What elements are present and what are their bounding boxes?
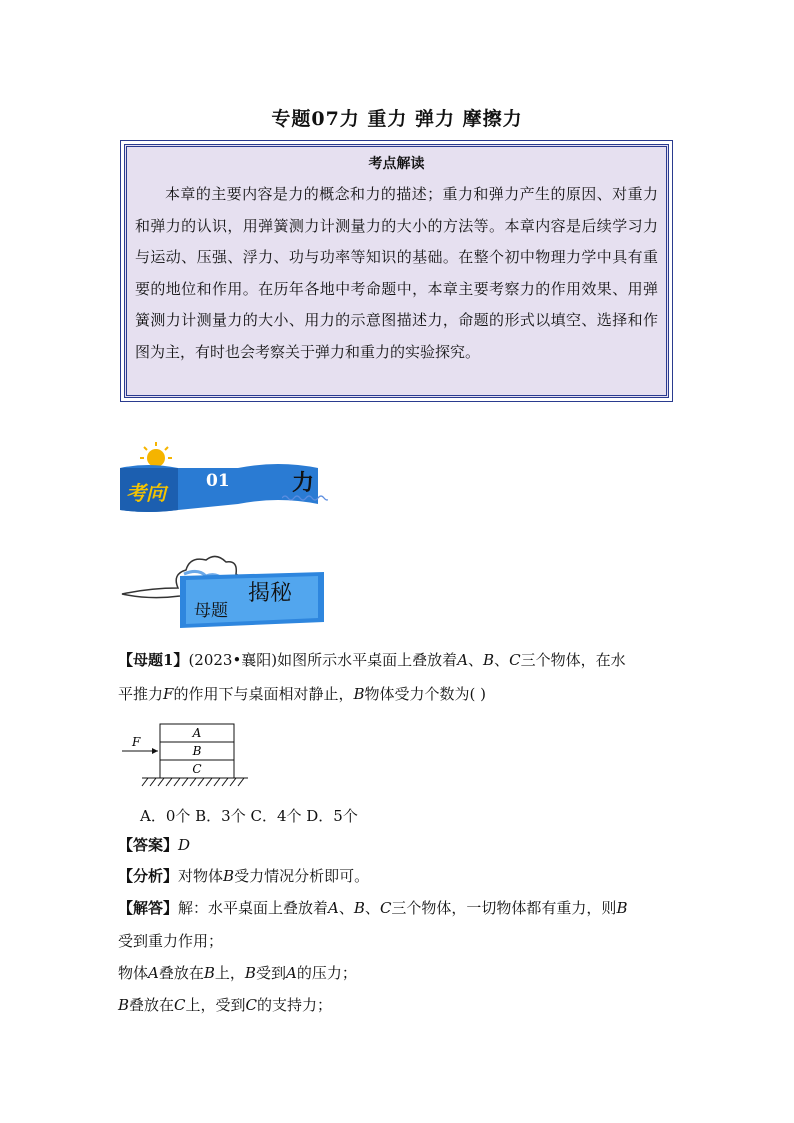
var-a: A xyxy=(328,899,339,917)
analysis-line xyxy=(118,866,369,886)
solution-text: 三个物体，一切物体都有重力，则 xyxy=(391,899,617,917)
var-b: B xyxy=(353,899,365,917)
solution-line-4 xyxy=(118,995,332,1015)
section-title: 力 xyxy=(292,470,315,496)
section-number: 01 xyxy=(206,471,230,491)
answer-tag: 【答案】 xyxy=(118,836,179,854)
force-label: F xyxy=(132,735,141,749)
analysis-text: 对物体 xyxy=(178,867,224,885)
question-source: (2023•襄阳) xyxy=(188,651,278,669)
question-line-1 xyxy=(118,650,626,670)
question-text: 平推力 xyxy=(118,685,164,703)
solution-line-3 xyxy=(118,963,357,983)
question-text: 三个物体，在水 xyxy=(520,651,626,669)
var-c: C xyxy=(379,899,392,917)
section-badge: 考向 xyxy=(126,481,166,505)
question-text: 物体受力个数为( ) xyxy=(364,685,486,703)
question-text: 的作用下与桌面相对静止， xyxy=(173,685,354,703)
solution-text: 物体 xyxy=(118,964,149,982)
var-b: B xyxy=(223,867,235,885)
var-b: B xyxy=(353,685,365,703)
answer-options: A．0个 B．3个 C．4个 D．5个 xyxy=(140,807,358,825)
question-tag: 【母题1】 xyxy=(118,651,189,669)
solution-text: 上，受到 xyxy=(185,996,246,1014)
intro-inner xyxy=(124,144,669,398)
solution-tag: 【解答】 xyxy=(118,899,179,917)
question-text: 如图所示水平桌面上叠放着 xyxy=(277,651,458,669)
solution-line-1 xyxy=(118,898,627,918)
var-a: A xyxy=(285,964,297,982)
var-a: A xyxy=(457,651,469,669)
var-b: B xyxy=(616,899,628,917)
solution-text: 叠放在 xyxy=(129,996,175,1014)
solution-text: 上， xyxy=(214,964,245,982)
intro-box xyxy=(120,140,673,402)
var-b: B xyxy=(118,996,130,1014)
sep: 、 xyxy=(494,651,510,669)
intro-heading: 考点解读 xyxy=(368,156,425,172)
var-b: B xyxy=(483,651,495,669)
mutai-banner xyxy=(120,552,330,630)
question-line-2 xyxy=(118,684,486,704)
sep: 、 xyxy=(364,899,380,917)
block-b-label: B xyxy=(192,744,202,758)
analysis-tag: 【分析】 xyxy=(118,867,179,885)
wavy-underline xyxy=(282,494,328,502)
mutai-label-2: 揭秘 xyxy=(248,581,293,606)
block-a-label: A xyxy=(192,726,202,740)
var-c: C xyxy=(245,996,258,1014)
intro-text: 本章的主要内容是力的概念和力的描述；重力和弹力产生的原因、对重力和弹力的认识，用弹簧测力计测量力的大小的方法等。本章内容是后续学习力与运动、压强、浮力、功与功率等知识的基础。在整个初中物理力学中具有重要的地位和作用。在历年各地中考命题中，本章主要考察力的作用效果、用弹簧测力计测量力的大小、用力的示意图描述力，命题的形式以填空、选择和作图为主，有时也会考察关于弹力和重力的实验探究。 xyxy=(135,185,658,361)
var-c: C xyxy=(174,996,186,1014)
mutai-label-1: 母题 xyxy=(194,601,228,621)
sep: 、 xyxy=(338,899,354,917)
analysis-text: 受力情况分析即可。 xyxy=(234,867,370,885)
var-a: A xyxy=(148,964,159,982)
sun-icon xyxy=(140,442,172,467)
blocks-figure xyxy=(118,720,248,790)
answer-line xyxy=(118,835,190,855)
ground xyxy=(142,778,248,786)
answer-value: D xyxy=(178,836,191,854)
solution-text: 的支持力； xyxy=(257,996,333,1014)
sep: 、 xyxy=(468,651,484,669)
solution-text: 解：水平桌面上叠放着 xyxy=(178,899,329,917)
page-title: 专题07力 重力 弹力 摩擦力 xyxy=(271,108,523,130)
solution-text: 的压力； xyxy=(296,964,357,982)
solution-text: 受到重力作用； xyxy=(118,932,224,950)
solution-text: 叠放在 xyxy=(158,964,204,982)
var-b: B xyxy=(244,964,256,982)
var-b: B xyxy=(203,964,215,982)
solution-line-2 xyxy=(118,931,223,951)
solution-text: 受到 xyxy=(255,964,286,982)
var-f: F xyxy=(163,685,174,703)
var-c: C xyxy=(509,651,521,669)
block-c-label: C xyxy=(192,762,202,776)
